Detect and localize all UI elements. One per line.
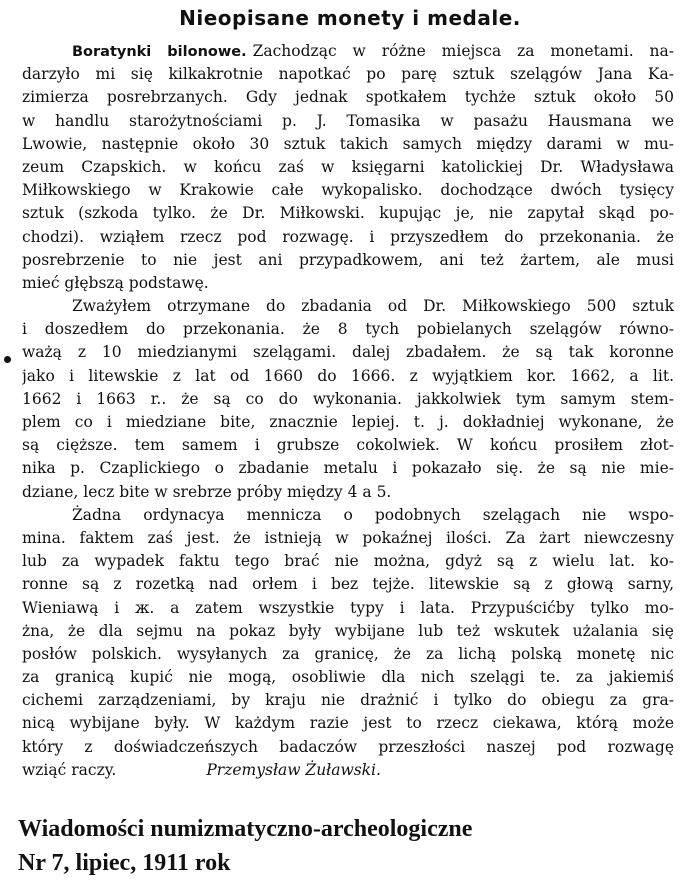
journal-name: Wiadomości numizmatyczno-archeologiczne	[18, 816, 473, 842]
text-line: nicą wybijane były. W każdym razie jest to rzecz ciekawa, którą może	[22, 714, 674, 733]
text-line: zimierza posrebrzanych. Gdy jednak spotkałem tychże sztuk około 50	[22, 88, 674, 107]
text-line: 1662 i 1663 r.. że są co do wykonania. jakkolwiek tym samym stem-	[22, 389, 674, 408]
article-title: Nieopisane monety i medale.	[179, 6, 521, 30]
text-line: Żadna ordynacya mennicza o podobnych szelągach nie wspo-	[72, 505, 674, 524]
section-lead: Boratynki bilonowe.	[72, 44, 247, 60]
text-line: dziane, lecz bite w srebrze próby między 4 a 5.	[22, 482, 392, 501]
text-line: chodzi). wziąłem rzecz pod rozwagę. i przyszedłem do przekonania. że	[22, 227, 674, 246]
text-line: w handlu starożytnościami p. J. Tomasika w pasażu Hausmana we	[22, 111, 674, 130]
author-signature: Przemysław Żuławski.	[206, 760, 381, 779]
text-line	[22, 759, 674, 782]
text-line: żna, że dla sejmu na pokaz były wybijane lub też wskutek użalania się	[22, 621, 674, 640]
text-line-content: Zachodząc w różne miejsca za monetami. na-	[252, 42, 674, 60]
text-line: Miłkowskiego w Krakowie całe wykopalisko. dochodzące dwóch tysięcy	[22, 181, 674, 200]
text-line: mieć głębszą podstawę.	[22, 273, 209, 292]
text-line: ważą z 10 miedzianymi szelągami. dalej zbadałem. że są tak koronne	[22, 343, 674, 362]
text-line-content: wziąć raczy.	[22, 760, 117, 779]
text-line: lub za wypadek faktu tego brać nie można, gdyż są z wielu lat. ko-	[22, 552, 674, 571]
text-line: Zważyłem otrzymane do zbadania od Dr. Miłkowskiego 500 sztuk	[72, 297, 674, 316]
text-line: posłów polskich. wysyłanych za granicę, że za lichą polską monetę nic	[22, 644, 674, 663]
text-line: Wieniawą i ж. a zatem wszystkie typy i lata. Przypuścićby tylko mo-	[22, 598, 674, 617]
margin-dot	[4, 356, 11, 363]
text-line: posrebrzenie to nie jest ani przypadkowem, ani też żartem, ale musi	[22, 250, 674, 269]
text-line: cichemi zarządzeniami, by kraju nie drażnić i tylko do obiegu za gra-	[22, 691, 674, 710]
source-caption	[18, 812, 472, 880]
text-line: i doszedłem do przekonania. że 8 tych pobielanych szelągów równo-	[22, 320, 674, 339]
text-line: nika p. Czaplickiego o zbadanie metalu i pokazało się. że są nie mie-	[22, 459, 674, 478]
text-line: Lwowie, następnie około 30 sztuk takich samych między darami w mu-	[22, 134, 674, 153]
text-line: jako i litewskie z lat od 1660 do 1666. z wyjątkiem kor. 1662, a lit.	[22, 366, 674, 385]
text-line	[22, 40, 674, 63]
issue-info: Nr 7, lipiec, 1911 rok	[18, 850, 231, 876]
text-line: który z doświadczeńszych badaczów przeszłości naszej pod rozwagę	[22, 737, 674, 756]
text-line: mina. faktem zaś jest. że istnieją w pokaźnej ilości. Za żart niewczesny	[22, 528, 674, 547]
text-line: ronne są z rozetką nad orłem i bez tejże. litewskie są z głową sarny,	[22, 575, 674, 594]
text-line: za granicą kupić nie mogą, osobliwie dla nich szelągi te. za jakiemiś	[22, 668, 674, 687]
text-line: są cięższe. tem samem i grubsze cokolwiek. W końcu prosiłem złot-	[22, 436, 674, 455]
text-line: darzyło mi się kilkakrotnie napotkać po parę sztuk szelągów Jana Ka-	[22, 65, 674, 84]
text-line: plem co i miedziane bite, znacznie lepiej. t. j. dokładniej wykonane, że	[22, 413, 674, 431]
text-line: zeum Czapskich. w końcu zaś w księgarni katolickiej Dr. Władysława	[22, 157, 674, 176]
text-line: sztuk (szkoda tylko. że Dr. Miłkowski. kupując je, nie zapytał skąd po-	[22, 204, 674, 223]
article-body	[22, 40, 674, 782]
